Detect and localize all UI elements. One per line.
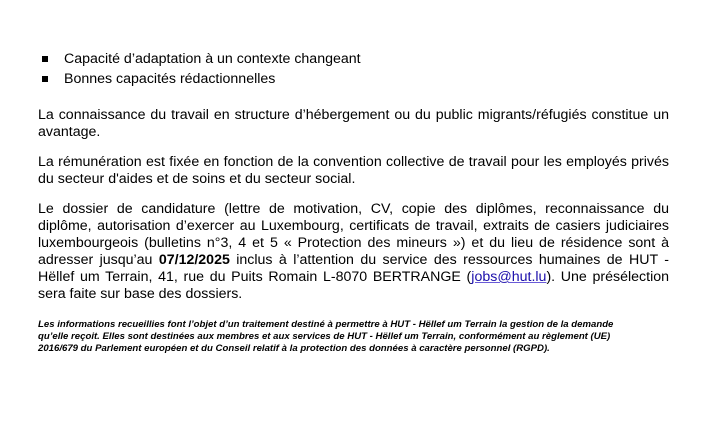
requirements-list <box>38 49 361 89</box>
list-item <box>38 49 361 69</box>
salary-paragraph: La rémunération est fixée en fonction de la convention collective de travail pour les employés privés du secteur d'aides et de soins et du secteur social. <box>38 154 669 187</box>
application-address-text: inclus à l’attention du service des ressources humaines de HUT - Hëllef um Terrain, 41, rue du Puits Romain L-8070 BERTRANGE ( <box>38 252 669 285</box>
deadline-date: 07/12/2025 <box>158 252 230 268</box>
data-protection-notice: Les informations recueillies font l’objet d’un traitement destiné à permettre à HUT - Hëllef um Terrain la gestion de la demande qu’elle reçoit. Elles sont destinées aux membres et aux services de HUT - Hëllef um Terrain, conformément au règlement (UE) 2016/679 du Parlement européen et du Conseil relatif à la protection des données à caractère personnel (RGPD). <box>38 319 614 354</box>
experience-paragraph: La connaissance du travail en structure d’hébergement ou du public migrants/réfugiés constitue un avantage. <box>38 107 669 140</box>
list-item <box>38 69 361 89</box>
square-bullet-icon <box>42 76 48 82</box>
application-end-text: ). Une présélection sera faite sur base des dossiers. <box>38 269 670 302</box>
application-paragraph <box>38 201 669 303</box>
list-item-text: Capacité d’adaptation à un contexte changeant <box>64 51 361 67</box>
email-link[interactable]: jobs@hut.lu <box>471 269 547 285</box>
list-item-text: Bonnes capacités rédactionnelles <box>64 71 276 87</box>
square-bullet-icon <box>42 56 48 62</box>
application-text: Le dossier de candidature (lettre de motivation, CV, copie des diplômes, reconnaissance du diplôme, autorisation d’exercer au Luxembourg, certificats de travail, extraits de casiers judiciaires luxembourgeois (bulletins n°3, 4 et 5 « Protection des mineurs ») et du lieu de résidence sont à adresser jusqu’au <box>38 201 669 268</box>
